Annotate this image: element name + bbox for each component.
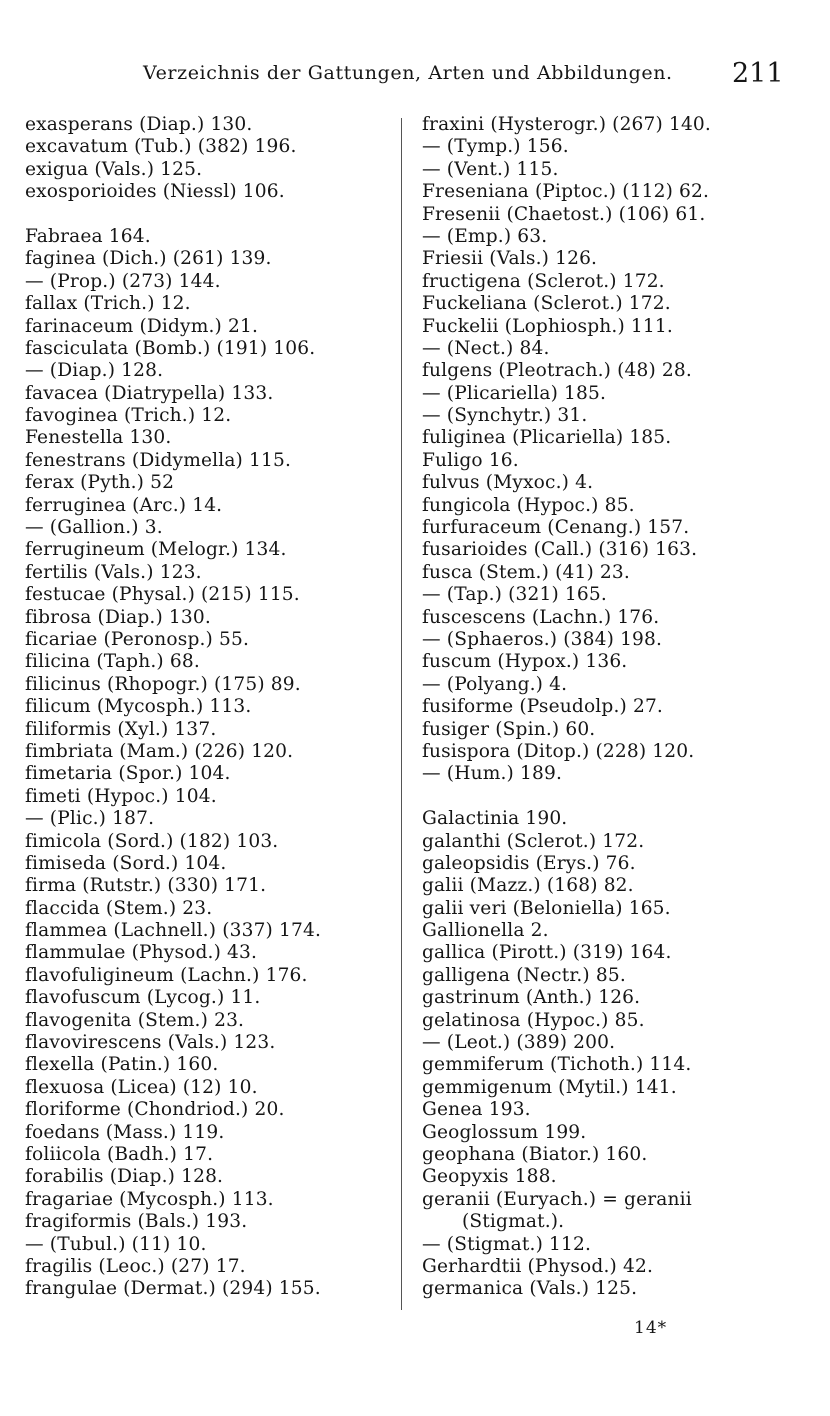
index-entry: fructigena (Sclerot.) 172. [422,270,665,292]
index-entry: — (Prop.) (273) 144. [25,270,221,292]
index-entry: excavatum (Tub.) (382) 196. [25,136,297,158]
index-entry: galligena (Nectr.) 85. [422,964,626,986]
index-entry: filicina (Taph.) 68. [25,651,200,673]
index-entry: — (Tymp.) 156. [422,136,569,158]
index-entry: flexella (Patin.) 160. [25,1054,219,1076]
index-entry: Gallionella 2. [422,920,549,942]
index-entry: fusarioides (Call.) (316) 163. [422,539,698,561]
index-entry: — (Gallion.) 3. [25,517,163,539]
index-entry: gemmiferum (Tichoth.) 114. [422,1054,692,1076]
index-entry: fimicola (Sord.) (182) 103. [25,830,279,852]
index-entry: filicinus (Rhopogr.) (175) 89. [25,673,301,695]
index-entry: forabilis (Diap.) 128. [25,1166,224,1188]
index-entry: Fenestella 130. [25,427,172,449]
index-entry: fenestrans (Didymella) 115. [25,449,292,471]
index-entry: Genea 193. [422,1099,531,1121]
index-entry: Fuckelii (Lophiosph.) 111. [422,315,673,337]
index-entry: foedans (Mass.) 119. [25,1121,225,1143]
index-entry: farinaceum (Didym.) 21. [25,315,259,337]
index-column-left [25,114,395,1301]
section-gap [422,786,792,808]
index-entry: — (Stigmat.) 112. [422,1233,592,1255]
index-entry: Fuligo 16. [422,449,519,471]
index-entry: fallax (Trich.) 12. [25,293,191,315]
index-entry: geranii (Euryach.) = geranii (Stigmat.). [422,1188,692,1233]
running-title: Verzeichnis der Gattungen, Arten und Abbildungen. [143,62,673,84]
index-entry: Geoglossum 199. [422,1121,587,1143]
signature-mark: 14* [634,1318,668,1338]
index-entry: ferruginea (Arc.) 14. [25,494,223,516]
index-entry: — (Diap.) 128. [25,360,164,382]
index-entry: — (Nect.) 84. [422,337,550,359]
index-entry: — (Sphaeros.) (384) 198. [422,628,663,650]
index-entry: — (Plicariella) 185. [422,382,607,404]
index-entry: Freseniana (Piptoc.) (112) 62. [422,181,710,203]
index-entry: fasciculata (Bomb.) (191) 106. [25,337,316,359]
index-entry: fusispora (Ditop.) (228) 120. [422,740,695,762]
index-entry: flammea (Lachnell.) (337) 174. [25,920,322,942]
page-number: 211 [732,58,784,89]
index-entry: Fresenii (Chaetost.) (106) 61. [422,203,706,225]
index-entry: fragariae (Mycosph.) 113. [25,1188,274,1210]
index-entry: filiformis (Xyl.) 137. [25,718,217,740]
index-entry: — (Emp.) 63. [422,225,548,247]
index-entry: floriforme (Chondriod.) 20. [25,1099,285,1121]
index-entry: faginea (Dich.) (261) 139. [25,248,272,270]
index-entry: Friesii (Vals.) 126. [422,248,598,270]
index-entry: — (Tubul.) (11) 10. [25,1233,207,1255]
index-entry: fraxini (Hysterogr.) (267) 140. [422,114,711,135]
index-entry: fuscescens (Lachn.) 176. [422,606,660,628]
index-entry: fuscum (Hypox.) 136. [422,651,628,673]
index-entry: fusca (Stem.) (41) 23. [422,561,630,583]
index-entry: filicum (Mycosph.) 113. [25,696,252,718]
index-entry: Fuckeliana (Sclerot.) 172. [422,293,671,315]
index-entry: fusiger (Spin.) 60. [422,718,596,740]
index-entry: — (Leot.) (389) 200. [422,1032,616,1054]
index-entry: fibrosa (Diap.) 130. [25,606,211,628]
index-entry: — (Tap.) (321) 165. [422,584,607,606]
index-entry: gastrinum (Anth.) 126. [422,987,641,1009]
index-entry: — (Synchytr.) 31. [422,405,588,427]
index-entry: Fabraea 164. [25,225,151,247]
index-entry: exigua (Vals.) 125. [25,158,203,180]
index-entry: fimiseda (Sord.) 104. [25,852,227,874]
index-entry: fulgens (Pleotrach.) (48) 28. [422,360,692,382]
index-entry: flavofuscum (Lycog.) 11. [25,987,261,1009]
index-entry: flaccida (Stem.) 23. [25,897,213,919]
index-column-right [422,114,792,1301]
index-entry: — (Plic.) 187. [25,808,155,830]
index-entry: fusiforme (Pseudolp.) 27. [422,696,663,718]
index-entry: fimbriata (Mam.) (226) 120. [25,740,294,762]
index-entry: ferax (Pyth.) 52 [25,472,175,494]
index-entry: favacea (Diatrypella) 133. [25,382,274,404]
index-entry: flavovirescens (Vals.) 123. [25,1032,276,1054]
index-entry: — (Polyang.) 4. [422,673,568,695]
index-entry: frangulae (Dermat.) (294) 155. [25,1278,321,1300]
index-entry: — (Hum.) 189. [422,763,563,785]
index-entry: flexuosa (Licea) (12) 10. [25,1076,258,1098]
index-entry: Gerhardtii (Physod.) 42. [422,1255,654,1277]
index-entry: — (Vent.) 115. [422,158,559,180]
index-entry: gelatinosa (Hypoc.) 85. [422,1009,645,1031]
index-entry: fertilis (Vals.) 123. [25,561,202,583]
index-entry: gallica (Pirott.) (319) 164. [422,942,672,964]
index-entry: fulvus (Myxoc.) 4. [422,472,594,494]
index-entry: fimetaria (Spor.) 104. [25,763,231,785]
index-entry: flavofuligineum (Lachn.) 176. [25,964,308,986]
index-entry: fragilis (Leoc.) (27) 17. [25,1255,246,1277]
index-entry: galanthi (Sclerot.) 172. [422,830,645,852]
index-entry: gemmigenum (Mytil.) 141. [422,1076,677,1098]
index-entry: favoginea (Trich.) 12. [25,405,232,427]
index-entry: germanica (Vals.) 125. [422,1278,638,1300]
section-gap [25,204,395,226]
index-entry: geophana (Biator.) 160. [422,1143,648,1165]
index-entry: ferrugineum (Melogr.) 134. [25,539,287,561]
index-entry: fimeti (Hypoc.) 104. [25,785,217,807]
index-entry: foliicola (Badh.) 17. [25,1143,214,1165]
index-entry: galeopsidis (Erys.) 76. [422,852,636,874]
index-entry: firma (Rutstr.) (330) 171. [25,875,267,897]
index-entry: ficariae (Peronosp.) 55. [25,628,250,650]
index-entry: fuliginea (Plicariella) 185. [422,427,672,449]
page-header [0,58,830,92]
index-entry: furfuraceum (Cenang.) 157. [422,517,690,539]
index-entry: Galactinia 190. [422,808,568,830]
index-entry: galii veri (Beloniella) 165. [422,897,671,919]
index-entry: exasperans (Diap.) 130. [25,114,253,135]
index-entry: exosporioides (Niessl) 106. [25,181,285,203]
column-divider [401,118,402,1310]
index-entry: galii (Mazz.) (168) 82. [422,875,634,897]
index-entry: Geopyxis 188. [422,1166,557,1188]
index-entry: flammulae (Physod.) 43. [25,942,258,964]
index-entry: festucae (Physal.) (215) 115. [25,584,300,606]
index-entry: flavogenita (Stem.) 23. [25,1009,245,1031]
index-entry: fungicola (Hypoc.) 85. [422,494,635,516]
index-entry: fragiformis (Bals.) 193. [25,1211,248,1233]
